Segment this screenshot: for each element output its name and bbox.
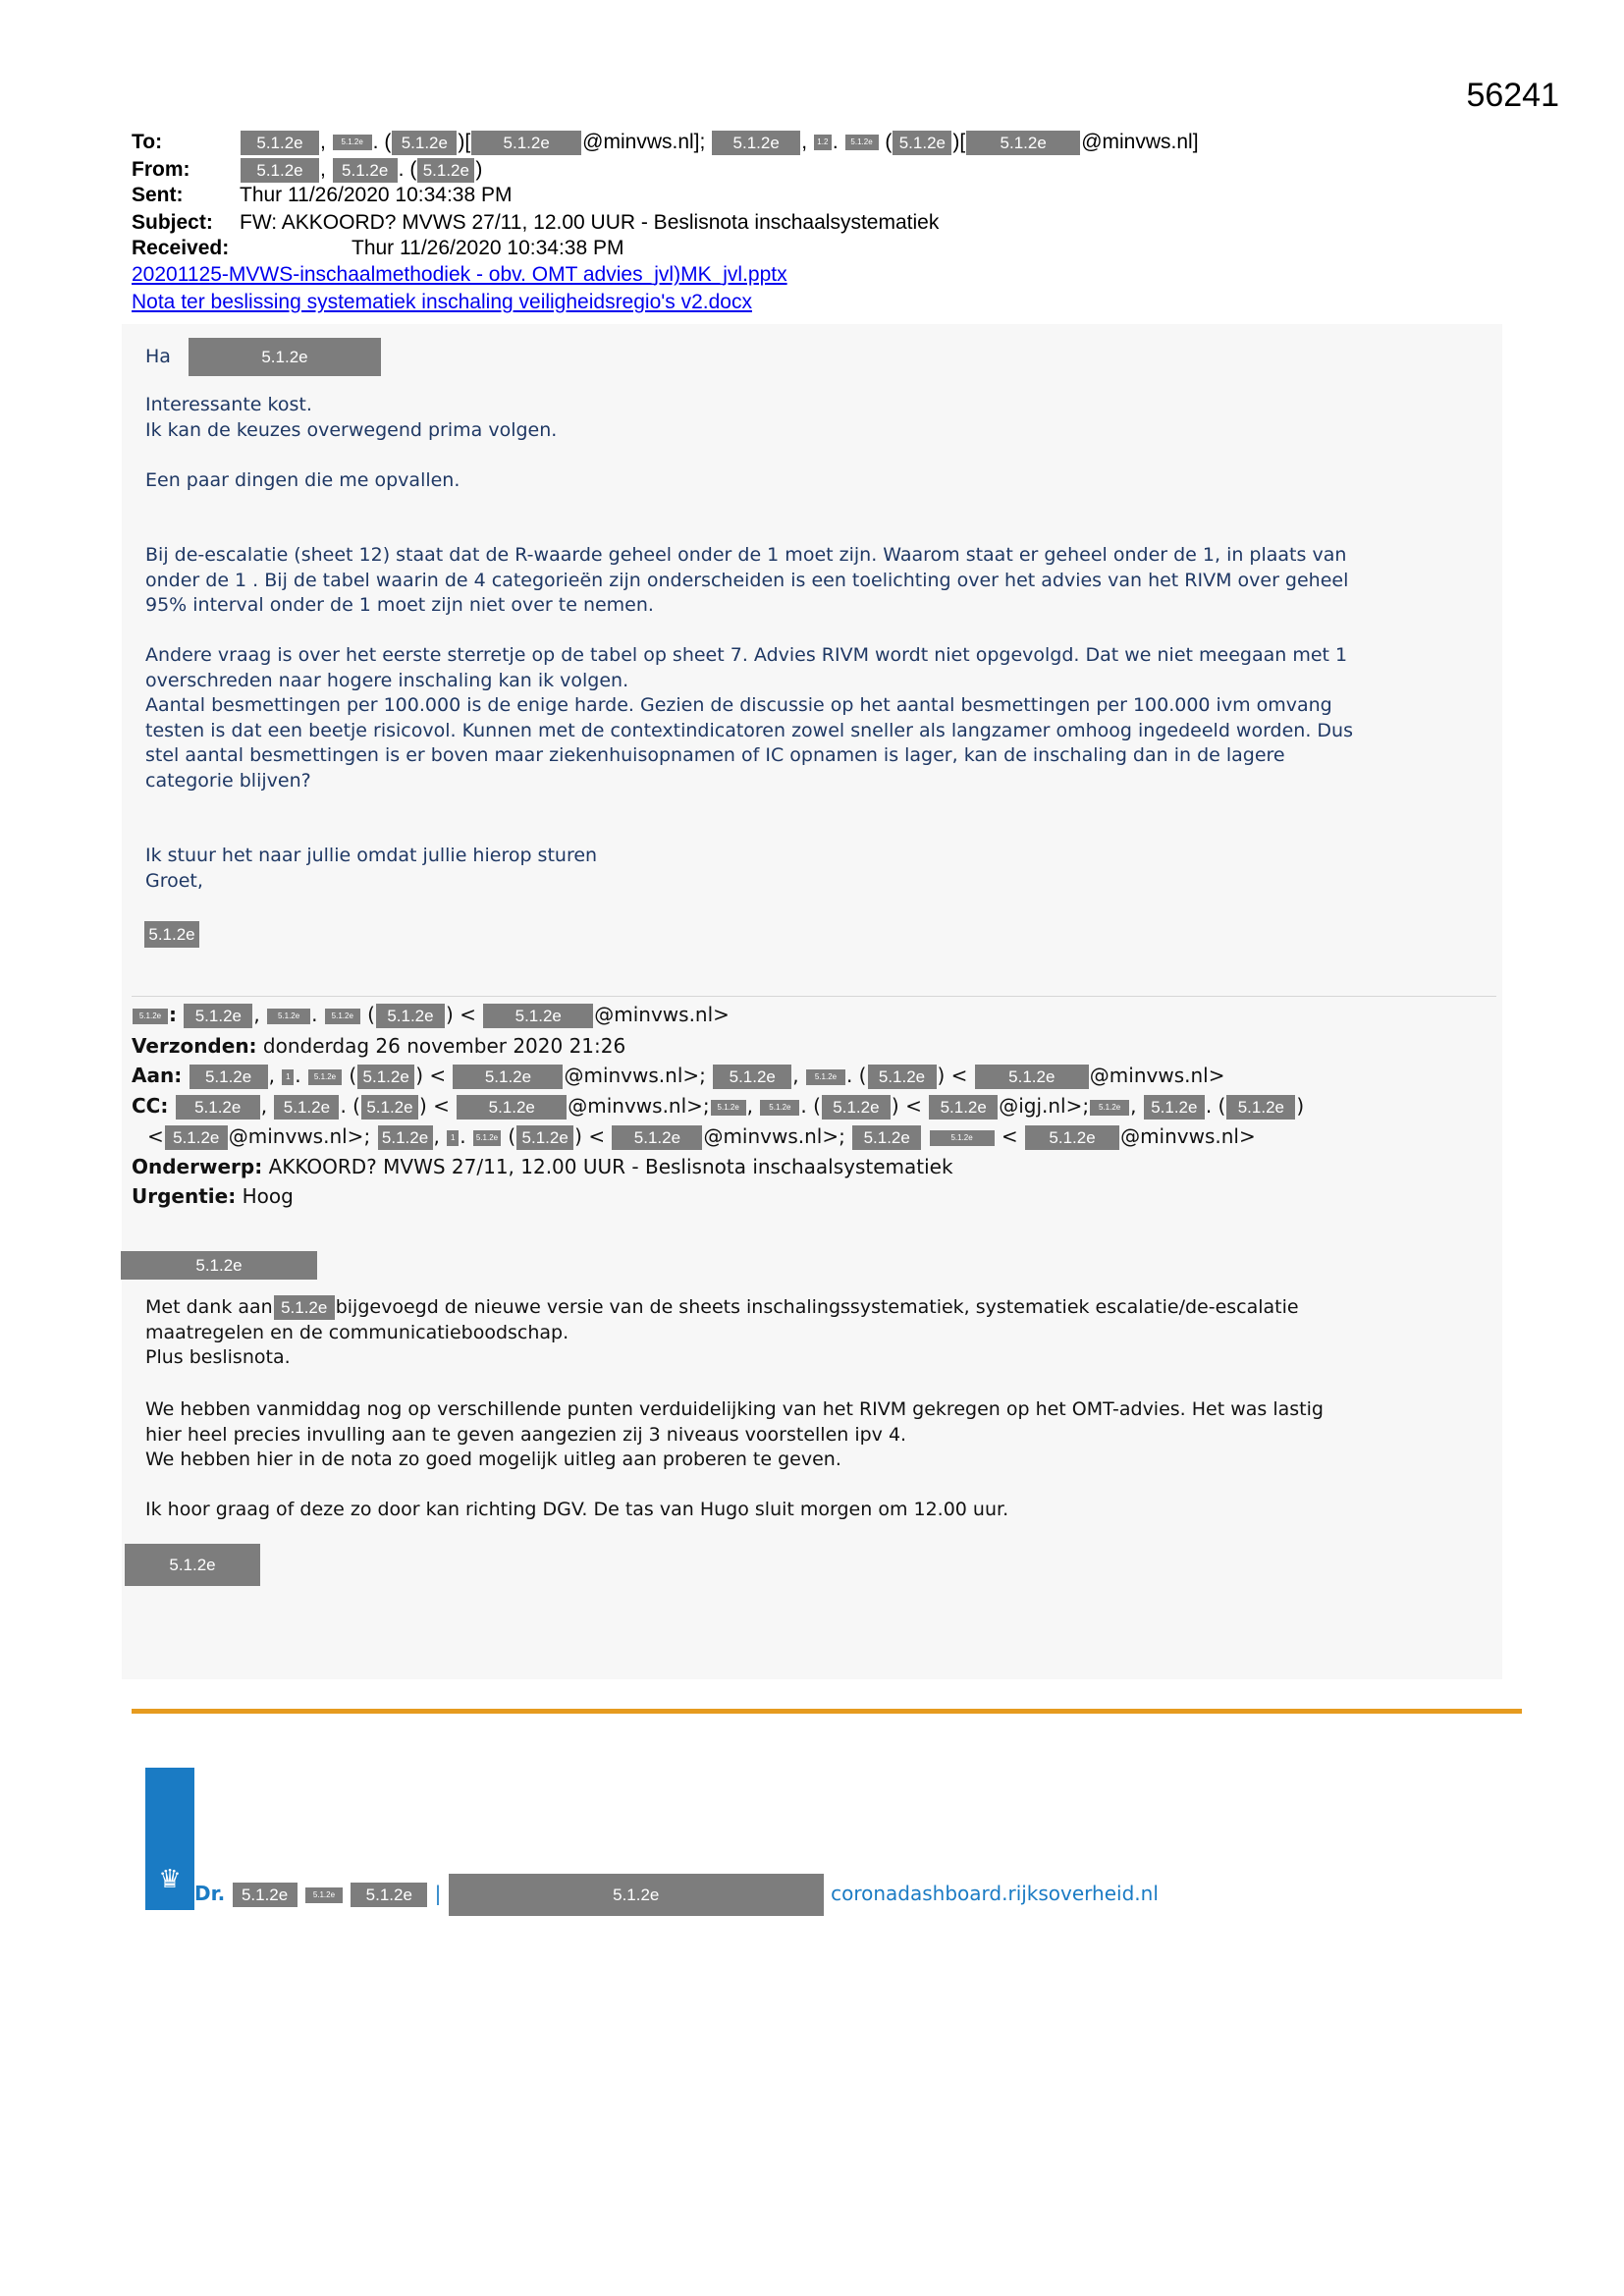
from-label: From: bbox=[132, 158, 190, 181]
redaction: 5.1.2e bbox=[806, 1069, 845, 1085]
redaction: 5.1.2e bbox=[267, 1009, 310, 1024]
fwd-subject bbox=[132, 1152, 953, 1181]
redaction: 5.1.2e bbox=[274, 1295, 335, 1320]
header-received bbox=[132, 236, 624, 261]
fwd-from: 5.1.2e : 5.1.2e , 5.1.2e . 5.1.2e ( 5.1.2e ) < 5.1.2e @minvws.nl> bbox=[132, 1000, 730, 1029]
text-span: bijgevoegd de nieuwe versie van de sheets inschalingssystematiek, systematiek escalatie/de-escalatie bbox=[335, 1296, 1299, 1318]
fwd-salutation bbox=[120, 1251, 318, 1280]
fwd-from-domain: @minvws.nl> bbox=[594, 1003, 730, 1026]
email-domain: @igj.nl>; bbox=[999, 1094, 1090, 1118]
text-line: Aantal besmettingen per 100.000 is de enige harde. Gezien de discussie op het aantal besmettingen per 100.000 ivm omvang bbox=[145, 694, 1332, 716]
redaction: 5.1.2e bbox=[378, 1125, 433, 1150]
body-paragraph-2 bbox=[145, 1397, 1490, 1473]
redaction: 5.1.2e bbox=[325, 1009, 360, 1024]
header-from bbox=[132, 157, 483, 183]
redaction: 5.1.2e bbox=[121, 1251, 317, 1280]
redaction: 5.1.2e bbox=[189, 338, 381, 376]
redaction: 5.1.2e bbox=[351, 1883, 427, 1907]
redaction: 5.1.2e bbox=[361, 1095, 418, 1120]
crest-icon: ♛ bbox=[158, 1864, 182, 1893]
redaction: 5.1.2e bbox=[144, 921, 199, 948]
redaction: 5.1.2e bbox=[274, 1095, 339, 1120]
redaction: 5.1.2e bbox=[184, 1004, 252, 1028]
redaction: 5.1.2e bbox=[333, 135, 372, 150]
redaction: 5.1.2e bbox=[133, 1009, 168, 1024]
footer-signature bbox=[194, 1874, 1159, 1916]
fwd-sent-label: Verzonden: bbox=[132, 1034, 257, 1058]
text-line: overschreden naar hogere inschaling kan ik volgen. bbox=[145, 669, 629, 691]
reply-paragraph-3 bbox=[145, 543, 1490, 619]
redaction: 5.1.2e bbox=[1090, 1100, 1129, 1116]
redaction: 5.1.2e bbox=[457, 1095, 567, 1120]
redaction: 5.1.2e bbox=[376, 1004, 445, 1028]
redaction: 5.1.2e bbox=[333, 158, 398, 183]
text-line: onder de 1 . Bij de tabel waarin de 4 categorieën zijn onderscheiden is een toelichting over het advies van het RIVM over geheel bbox=[145, 569, 1349, 591]
redaction: 5.1.2e bbox=[189, 1065, 268, 1089]
text-line: stel aantal besmettingen is er boven maar ziekenhuisopnamen of IC opnamen is lager, kan de inschaling dan in de lagere bbox=[145, 744, 1285, 766]
email-domain: @minvws.nl>; bbox=[564, 1064, 706, 1087]
redaction: 5.1.2e bbox=[930, 1130, 995, 1146]
text-line: Ik kan de keuzes overwegend prima volgen. bbox=[145, 418, 558, 441]
to-value: 5.1.2e , 5.1.2e . ( 5.1.2e )[ 5.1.2e @minvws.nl]; 5.1.2e , 1.2 . 5.1.2e ( 5.1.2e )[ 5.1.2e @minvws.nl] bbox=[240, 130, 1199, 155]
redaction: 5.1.2e bbox=[852, 1125, 921, 1150]
redaction: 5.1.2e bbox=[233, 1883, 298, 1907]
text-line: We hebben hier in de nota zo goed mogelijk uitleg aan proberen te geven. bbox=[145, 1449, 841, 1470]
redaction: 5.1.2e bbox=[471, 131, 581, 155]
fwd-cc-label: CC: bbox=[132, 1094, 169, 1118]
fwd-sent bbox=[132, 1031, 625, 1061]
fwd-urgency-label: Urgentie: bbox=[132, 1184, 237, 1208]
to-email-domain: @minvws.nl] bbox=[1081, 131, 1199, 153]
redaction: 5.1.2e bbox=[975, 1065, 1089, 1089]
fwd-urgency bbox=[132, 1181, 294, 1211]
redaction: 5.1.2e bbox=[845, 135, 879, 150]
email-domain: @minvws.nl> bbox=[1120, 1124, 1256, 1148]
reply-paragraph-2: Een paar dingen die me opvallen. bbox=[145, 469, 460, 491]
redaction: 5.1.2e bbox=[473, 1130, 501, 1146]
redaction: 5.1.2e bbox=[449, 1874, 824, 1916]
dashboard-link[interactable]: coronadashboard.rijksoverheid.nl bbox=[831, 1882, 1159, 1905]
redaction: 5.1.2e bbox=[1025, 1125, 1119, 1150]
text-line: 95% interval onder de 1 moet zijn niet over te nemen. bbox=[145, 594, 654, 616]
text-line: categorie blijven? bbox=[145, 769, 311, 792]
redaction: 1.2 bbox=[814, 135, 832, 150]
redaction: 5.1.2e bbox=[305, 1887, 343, 1903]
header-subject bbox=[132, 210, 940, 236]
to-email-domain: @minvws.nl]; bbox=[582, 131, 706, 153]
sent-value: Thur 11/26/2020 10:34:38 PM bbox=[240, 184, 513, 206]
body-paragraph-3: Ik hoor graag of deze zo door kan richting DGV. De tas van Hugo sluit morgen om 12.00 uur. bbox=[145, 1499, 1009, 1520]
received-label: Received: bbox=[132, 237, 230, 259]
text-line: Bij de-escalatie (sheet 12) staat dat de R-waarde geheel onder de 1 moet zijn. Waarom staat er geheel onder de 1, in plaats van bbox=[145, 544, 1347, 566]
text-line bbox=[145, 1295, 1490, 1321]
redaction: 5.1.2e bbox=[713, 1065, 791, 1089]
from-value: 5.1.2e , 5.1.2e . ( 5.1.2e ) bbox=[240, 157, 482, 183]
email-domain: @minvws.nl>; bbox=[568, 1094, 710, 1118]
redaction: 5.1.2e bbox=[966, 131, 1080, 155]
fwd-urgency-value: Hoog bbox=[242, 1184, 294, 1208]
body-paragraph-1 bbox=[145, 1295, 1490, 1371]
subject-value: FW: AKKOORD? MVWS 27/11, 12.00 UUR - Beslisnota inschaalsystematiek bbox=[240, 211, 940, 234]
text-line: Groet, bbox=[145, 869, 203, 892]
orange-divider bbox=[132, 1709, 1522, 1714]
text-line: We hebben vanmiddag nog op verschillende punten verduidelijking van het RIVM gekregen op het OMT-advies. Het was lastig bbox=[145, 1398, 1324, 1420]
subject-label: Subject: bbox=[132, 211, 213, 234]
email-domain: @minvws.nl> bbox=[1089, 1064, 1225, 1087]
text-line: Andere vraag is over het eerste sterretje op de tabel op sheet 7. Advies RIVM wordt niet opgevolgd. Dat we niet meegaan met 1 bbox=[145, 644, 1348, 666]
redaction: 5.1.2e bbox=[125, 1544, 260, 1586]
redaction: 5.1.2e bbox=[241, 158, 319, 183]
separator-line bbox=[132, 996, 1496, 997]
fwd-sent-value: donderdag 26 november 2020 21:26 bbox=[262, 1034, 626, 1058]
redaction: 5.1.2e bbox=[868, 1065, 937, 1089]
redaction: 5.1.2e bbox=[357, 1065, 414, 1089]
greeting bbox=[145, 338, 382, 376]
fwd-to-label: Aan: bbox=[132, 1064, 183, 1087]
fwd-cc: CC: 5.1.2e , 5.1.2e . ( 5.1.2e ) < 5.1.2e @minvws.nl>; 5.1.2e , 5.1.2e . ( 5.1.2e ) < 5.1.2e @igj.nl>; 5.1.2e , 5.1.2e . ( 5.1.2e ) bbox=[132, 1094, 1305, 1118]
email-domain: @minvws.nl>; bbox=[703, 1124, 845, 1148]
attachment-link-pptx[interactable]: 20201125-MVWS-inschaalmethodiek - obv. OMT advies_jvl)MK_jvl.pptx bbox=[132, 263, 787, 286]
redaction: 1 bbox=[282, 1069, 294, 1085]
greeting-text: Ha bbox=[145, 346, 171, 367]
email-domain: @minvws.nl>; bbox=[228, 1124, 371, 1148]
signature-separator: | bbox=[434, 1882, 442, 1905]
redaction: 1 bbox=[447, 1130, 459, 1146]
redaction: 5.1.2e bbox=[308, 1069, 342, 1085]
sent-label: Sent: bbox=[132, 184, 184, 206]
redaction: 5.1.2e bbox=[712, 131, 800, 155]
redaction: 5.1.2e bbox=[760, 1100, 799, 1116]
redaction: 5.1.2e bbox=[165, 1125, 228, 1150]
signature-title: Dr. bbox=[194, 1882, 226, 1905]
header-to bbox=[132, 130, 1199, 155]
redaction: 5.1.2e bbox=[893, 131, 951, 155]
redaction: 5.1.2e bbox=[1226, 1095, 1295, 1120]
reply-signature bbox=[143, 921, 200, 948]
redaction: 5.1.2e bbox=[711, 1100, 746, 1116]
fwd-to: Aan: 5.1.2e , 1 . 5.1.2e ( 5.1.2e ) < 5.1.2e @minvws.nl>; 5.1.2e , 5.1.2e . ( 5.1.2e ) < 5.1.2e @minvws.nl> bbox=[132, 1064, 1225, 1087]
text-line: maatregelen en de communicatieboodschap. bbox=[145, 1321, 569, 1343]
body-signature bbox=[124, 1544, 261, 1586]
redaction: 5.1.2e bbox=[822, 1095, 891, 1120]
reply-paragraph-5 bbox=[145, 844, 1490, 894]
attachment-link-docx[interactable]: Nota ter beslissing systematiek inschaling veiligheidsregio's v2.docx bbox=[132, 291, 752, 313]
text-line: hier heel precies invulling aan te geven aangezien zij 3 niveaus voorstellen ipv 4. bbox=[145, 1423, 907, 1446]
document-number: 56241 bbox=[1466, 77, 1559, 114]
redaction: 5.1.2e bbox=[453, 1065, 563, 1089]
redaction: 5.1.2e bbox=[417, 158, 474, 183]
text-line: Ik stuur het naar jullie omdat jullie hierop sturen bbox=[145, 845, 598, 866]
redaction: 5.1.2e bbox=[241, 131, 319, 155]
text-line: Interessante kost. bbox=[145, 394, 312, 415]
text-span: Met dank aan bbox=[145, 1296, 273, 1318]
fwd-subject-label: Onderwerp: bbox=[132, 1155, 263, 1178]
text-line: Plus beslisnota. bbox=[145, 1346, 291, 1368]
redaction: 5.1.2e bbox=[392, 131, 457, 155]
redaction: 5.1.2e bbox=[483, 1004, 593, 1028]
redaction: 5.1.2e bbox=[516, 1125, 573, 1150]
fwd-cc-cont: < 5.1.2e @minvws.nl>; 5.1.2e , 1 . 5.1.2e ( 5.1.2e ) < 5.1.2e @minvws.nl>; 5.1.2e 5.1.2e < 5.1.2e @minvws.nl> bbox=[147, 1124, 1256, 1148]
to-label: To: bbox=[132, 131, 163, 153]
header-sent bbox=[132, 183, 513, 208]
redaction: 5.1.2e bbox=[929, 1095, 998, 1120]
text-line: testen is dat een beetje risicovol. Kunnen met de contextindicatoren zowel sneller als langzamer omhoog ingedeeld worden. Dus bbox=[145, 719, 1353, 741]
received-value: Thur 11/26/2020 10:34:38 PM bbox=[352, 237, 624, 259]
redaction: 5.1.2e bbox=[1144, 1095, 1205, 1120]
redaction: 5.1.2e bbox=[176, 1095, 260, 1120]
reply-paragraph-4 bbox=[145, 643, 1490, 793]
redaction: 5.1.2e bbox=[612, 1125, 702, 1150]
fwd-subject-value: AKKOORD? MVWS 27/11, 12.00 UUR - Beslisnota inschaalsystematiek bbox=[268, 1155, 953, 1178]
reply-paragraph-1 bbox=[145, 393, 1490, 443]
